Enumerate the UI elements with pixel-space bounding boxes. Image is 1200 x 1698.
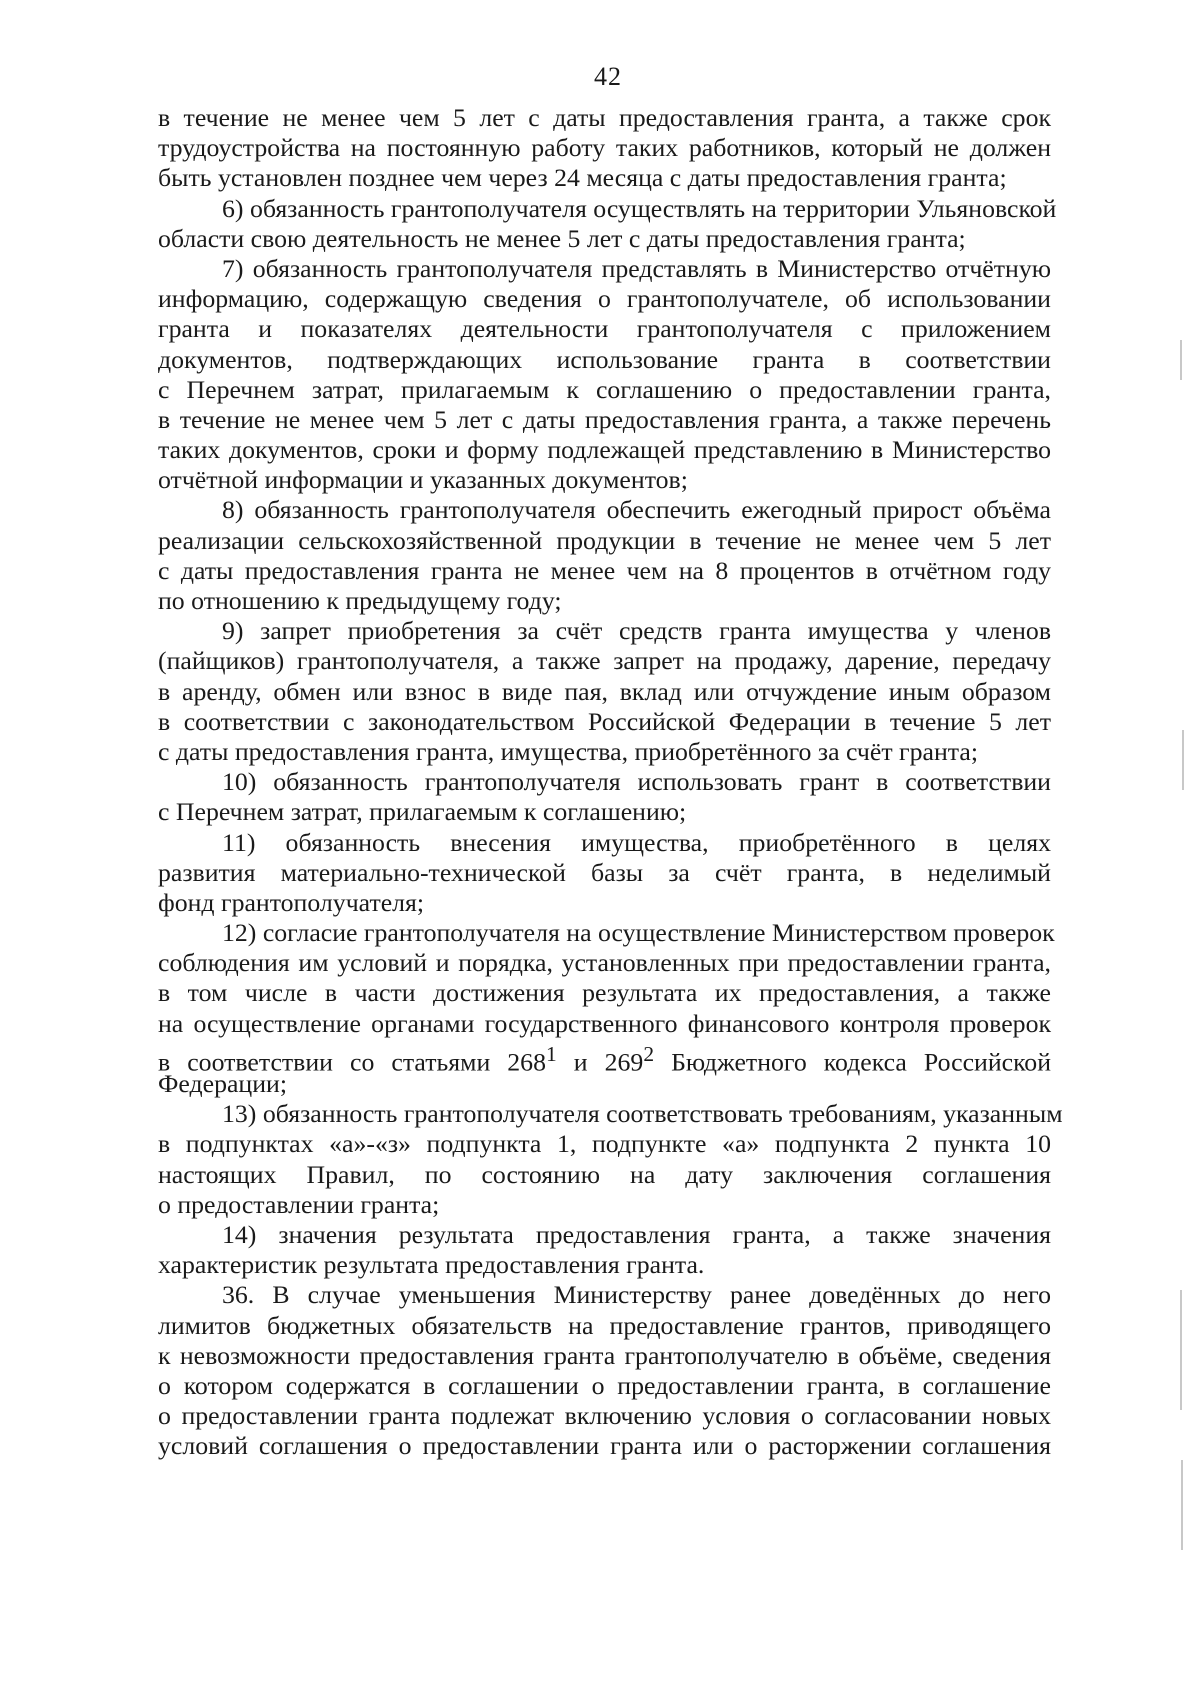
- text-line: в аренду, обмен или взнос в виде пая, вклад или отчуждение иным образом: [158, 676, 1051, 706]
- paragraph-item-5-continuation: [158, 103, 1051, 194]
- text-line: быть установлен позднее чем через 24 месяца с даты предоставления гранта;: [158, 163, 1007, 193]
- text-line: 10) обязанность грантополучателя использовать грант в соответствии: [222, 767, 1051, 797]
- text-line: характеристик результата предоставления гранта.: [158, 1250, 705, 1280]
- text-line: 13) обязанность грантополучателя соответствовать требованиям, указанным: [222, 1099, 1063, 1129]
- text-line: развития материально-технической базы за счёт гранта, в неделимый: [158, 857, 1051, 887]
- text-fragment: в соответствии со статьями 268: [158, 1047, 546, 1077]
- text-line: настоящих Правил, по состоянию на дату заключения соглашения: [158, 1159, 1051, 1189]
- text-line: информацию, содержащую сведения о грантополучателе, об использовании: [158, 284, 1051, 314]
- paragraph-section-36: [158, 1280, 1051, 1461]
- paragraph-item-11: [158, 828, 1051, 919]
- text-line: 9) запрет приобретения за счёт средств гранта имущества у членов: [222, 616, 1051, 646]
- paragraph-item-6: [158, 193, 1057, 254]
- scan-artifact: [1180, 1290, 1182, 1410]
- scan-artifact: [1181, 1460, 1183, 1550]
- text-fragment: Бюджетного кодекса Российской: [654, 1047, 1052, 1077]
- text-line: в подпунктах «а»-«з» подпункта 1, подпункте «а» подпункта 2 пункта 10: [158, 1129, 1051, 1159]
- paragraph-item-8: [158, 495, 1051, 616]
- text-line: на осуществление органами государственного финансового контроля проверок: [158, 1008, 1051, 1038]
- paragraph-item-9: [158, 616, 1051, 767]
- paragraph-item-13: [158, 1099, 1063, 1220]
- body-text: [158, 103, 1063, 1461]
- text-line: в течение не менее чем 5 лет с даты предоставления гранта, а также перечень: [158, 404, 1051, 434]
- text-line: о предоставлении гранта;: [158, 1189, 440, 1219]
- text-line: 36. В случае уменьшения Министерству ранее доведённых до него: [222, 1280, 1051, 1310]
- text-line: 8) обязанность грантополучателя обеспечить ежегодный прирост объёма: [222, 495, 1051, 525]
- superscript: 2: [643, 1041, 655, 1066]
- paragraph-item-12: [158, 918, 1055, 1099]
- text-line: с даты предоставления гранта, имущества, приобретённого за счёт гранта;: [158, 736, 978, 766]
- text-line: с Перечнем затрат, прилагаемым к соглашению;: [158, 797, 687, 827]
- text-line: лимитов бюджетных обязательств на предоставление грантов, приводящего: [158, 1310, 1051, 1340]
- text-line: (пайщиков) грантополучателя, а также запрет на продажу, дарение, передачу: [158, 646, 1051, 676]
- text-line: соблюдения им условий и порядка, установленных при предоставлении гранта,: [158, 948, 1051, 978]
- scan-artifact: [1182, 730, 1184, 790]
- text-line: 6) обязанность грантополучателя осуществлять на территории Ульяновской: [222, 193, 1057, 223]
- text-line: 12) согласие грантополучателя на осуществление Министерством проверок: [222, 918, 1055, 948]
- text-line: по отношению к предыдущему году;: [158, 586, 562, 615]
- text-line: отчётной информации и указанных документов;: [158, 465, 688, 495]
- text-line: гранта и показателях деятельности грантополучателя с приложением: [158, 314, 1051, 344]
- text-line: 14) значения результата предоставления гранта, а также значения: [222, 1219, 1051, 1249]
- statute-reference-line: [158, 1039, 1052, 1077]
- paragraph-item-7: [158, 254, 1051, 496]
- text-line: документов, подтверждающих использование гранта в соответствии: [158, 344, 1051, 374]
- text-line: о предоставлении гранта подлежат включению условия о согласовании новых: [158, 1401, 1051, 1431]
- text-line: с Перечнем затрат, прилагаемым к соглашению о предоставлении гранта,: [158, 374, 1051, 404]
- text-line: в соответствии с законодательством Российской Федерации в течение 5 лет: [158, 706, 1051, 736]
- page-number: 42: [594, 62, 622, 91]
- text-line: Федерации;: [158, 1069, 287, 1098]
- text-line: с даты предоставления гранта не менее чем на 8 процентов в отчётном году: [158, 555, 1051, 585]
- text-line: фонд грантополучателя;: [158, 887, 425, 917]
- text-line: о котором содержатся в соглашении о предоставлении гранта, в соглашение: [158, 1370, 1051, 1400]
- text-fragment: и 269: [556, 1047, 644, 1077]
- text-line: таких документов, сроки и форму подлежащей представлению в Министерство: [158, 435, 1051, 465]
- text-line: 7) обязанность грантополучателя представлять в Министерство отчётную: [222, 253, 1051, 283]
- scan-artifact: [1180, 340, 1182, 380]
- text-line: в течение не менее чем 5 лет с даты предоставления гранта, а также срок: [158, 103, 1051, 132]
- paragraph-item-10: [158, 767, 1051, 827]
- text-line: в том числе в части достижения результата их предоставления, а также: [158, 978, 1051, 1008]
- text-line: трудоустройства на постоянную работу таких работников, который не должен: [158, 133, 1051, 163]
- text-line: области свою деятельность не менее 5 лет с даты предоставления гранта;: [158, 223, 966, 253]
- text-line: реализации сельскохозяйственной продукции в течение не менее чем 5 лет: [158, 525, 1051, 555]
- text-line: к невозможности предоставления гранта грантополучателю в объёме, сведения: [158, 1340, 1051, 1370]
- paragraph-item-14: [158, 1220, 1051, 1280]
- text-line: условий соглашения о предоставлении гранта или о расторжении соглашения: [158, 1431, 1051, 1461]
- text-line: 11) обязанность внесения имущества, приобретённого в целях: [222, 827, 1051, 857]
- superscript: 1: [545, 1041, 557, 1066]
